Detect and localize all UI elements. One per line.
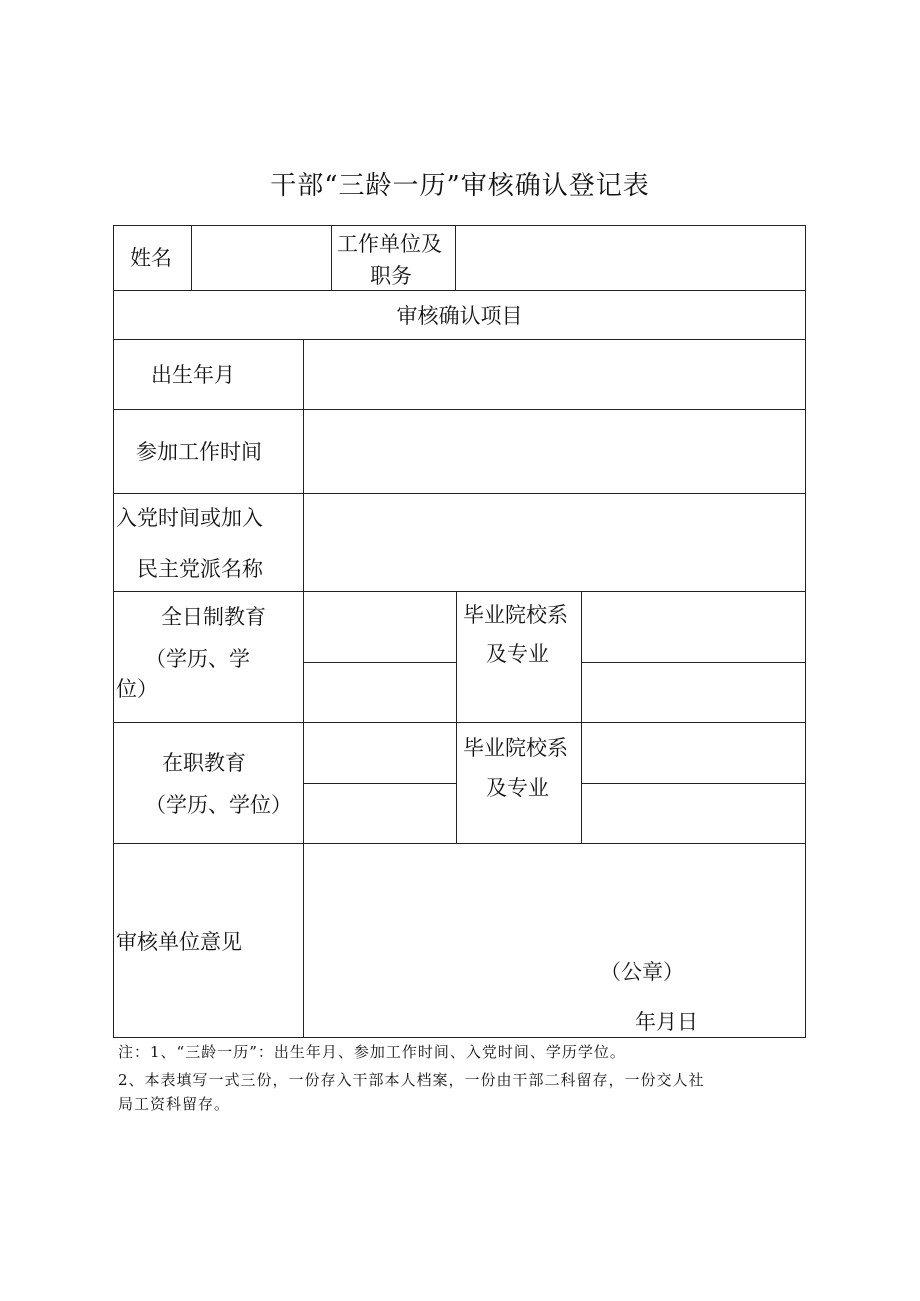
work-start-label: 参加工作时间 bbox=[136, 440, 262, 464]
inservice-school-input-2[interactable] bbox=[582, 784, 805, 843]
table-border-bottom bbox=[113, 1037, 806, 1038]
inservice-label-line1: 在职教育 bbox=[162, 751, 246, 775]
inservice-school-label-line2: 及专业 bbox=[486, 776, 549, 800]
fulltime-school-label-line1: 毕业院校系 bbox=[463, 603, 568, 627]
fulltime-school-label-line2: 及专业 bbox=[486, 642, 549, 666]
note-line-2: 2、本表填写一式三份，一份存入干部本人档案，一份由干部二科留存，一份交人社 bbox=[118, 1071, 705, 1089]
inservice-label-line2: （学历、学位） bbox=[145, 793, 292, 817]
fulltime-label-line2: （学历、学 bbox=[145, 647, 250, 671]
inservice-school-label-line1: 毕业院校系 bbox=[463, 736, 568, 760]
fulltime-degree-input[interactable] bbox=[304, 592, 456, 662]
note-line-3: 局工资科留存。 bbox=[118, 1095, 231, 1113]
unit-position-input[interactable] bbox=[456, 226, 805, 290]
unit-label-line2: 职务 bbox=[370, 264, 412, 288]
seal-label: （公章） bbox=[600, 960, 684, 984]
name-input[interactable] bbox=[192, 226, 331, 290]
date-label: 年月日 bbox=[635, 1010, 698, 1034]
col-divider bbox=[456, 591, 457, 843]
birth-label: 出生年月 bbox=[151, 363, 235, 387]
table-border-right bbox=[805, 225, 806, 1037]
party-label-line2: 民主党派名称 bbox=[137, 557, 263, 581]
inservice-school-input[interactable] bbox=[582, 723, 805, 783]
footnotes bbox=[118, 1040, 808, 1116]
work-start-input[interactable] bbox=[304, 410, 805, 493]
fulltime-label-line1: 全日制教育 bbox=[161, 605, 266, 629]
party-label-line1: 入党时间或加入 bbox=[116, 506, 263, 530]
row-divider bbox=[113, 290, 806, 291]
fulltime-label-line3: 位） bbox=[116, 677, 158, 701]
party-input[interactable] bbox=[304, 494, 805, 591]
birth-input[interactable] bbox=[304, 340, 805, 409]
col-divider bbox=[331, 225, 332, 290]
inservice-degree-input[interactable] bbox=[304, 723, 456, 783]
section-title: 审核确认项目 bbox=[396, 304, 523, 328]
opinion-label: 审核单位意见 bbox=[116, 930, 242, 954]
fulltime-degree-input-2[interactable] bbox=[304, 663, 456, 722]
inservice-degree-input-2[interactable] bbox=[304, 784, 456, 843]
fulltime-school-input-2[interactable] bbox=[582, 663, 805, 722]
table-border-left bbox=[113, 225, 114, 1037]
form-title: 干部“三龄一历”审核确认登记表 bbox=[270, 171, 650, 201]
registration-form-table bbox=[113, 225, 806, 1037]
fulltime-school-input[interactable] bbox=[582, 592, 805, 662]
note-line-1: 注：1、“三龄一历”：出生年月、参加工作时间、入党时间、学历学位。 bbox=[118, 1043, 626, 1061]
name-label: 姓名 bbox=[130, 246, 172, 270]
unit-label-line1: 工作单位及 bbox=[337, 232, 442, 256]
opinion-input[interactable] bbox=[304, 844, 805, 1037]
